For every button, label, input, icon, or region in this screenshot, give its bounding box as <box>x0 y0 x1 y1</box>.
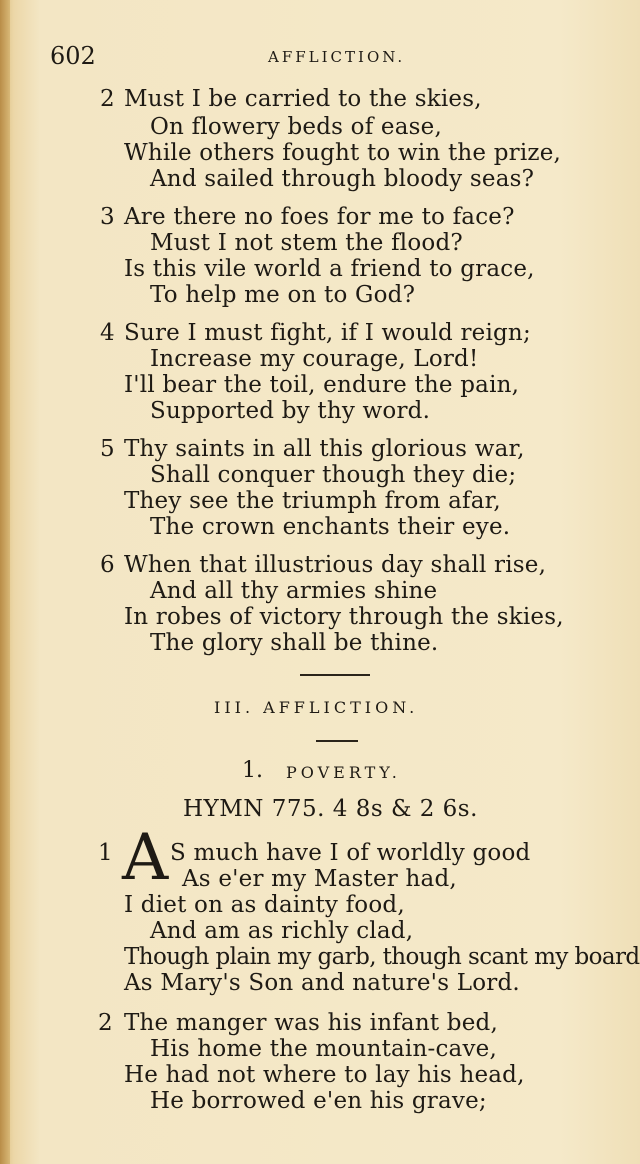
stanza-number: 1 <box>98 840 113 866</box>
stanza-number: 6 <box>100 552 115 578</box>
verse-line: Thy saints in all this glorious war, <box>124 436 525 462</box>
subsection-number: 1. <box>242 758 263 783</box>
verse-line: Increase my courage, Lord! <box>150 346 479 372</box>
verse-line: On flowery beds of ease, <box>150 114 442 140</box>
verse-line: In robes of victory through the skies, <box>124 604 564 630</box>
verse-line: Are there no foes for me to face? <box>124 204 515 230</box>
verse-line: I diet on as dainty food, <box>124 892 405 918</box>
stanza-number: 3 <box>100 204 115 230</box>
verse-line: As e'er my Master had, <box>182 866 457 892</box>
verse-line: Sure I must fight, if I would reign; <box>124 320 531 346</box>
verse-line: His home the mountain-cave, <box>150 1036 497 1062</box>
drop-cap: A <box>122 821 169 895</box>
stanza-number: 5 <box>100 436 115 462</box>
page-number: 602 <box>50 42 96 70</box>
hymn-heading: HYMN 775. 4 8s & 2 6s. <box>183 796 478 822</box>
verse-line: The crown enchants their eye. <box>150 514 511 540</box>
subsection-title: POVERTY. <box>286 763 401 782</box>
verse-line: Must I not stem the flood? <box>150 230 463 256</box>
verse-line: He had not where to lay his head, <box>124 1062 525 1088</box>
page-edge <box>0 0 10 1164</box>
verse-line: To help me on to God? <box>150 282 416 308</box>
divider-rule <box>300 674 370 676</box>
verse-line: The glory shall be thine. <box>150 630 439 656</box>
verse-line: And am as richly clad, <box>150 918 414 944</box>
verse-line: The manger was his infant bed, <box>124 1010 498 1036</box>
verse-line: And sailed through bloody seas? <box>150 166 535 192</box>
verse-line: Supported by thy word. <box>150 398 431 424</box>
stanza-number: 2 <box>98 1010 113 1036</box>
verse-line: And all thy armies shine <box>150 578 438 604</box>
running-head: AFFLICTION. <box>268 48 406 66</box>
verse-line: S much have I of worldly good <box>170 840 531 866</box>
verse-line: While others fought to win the prize, <box>124 140 562 166</box>
divider-rule <box>316 740 358 742</box>
stanza-number: 2 <box>100 86 115 112</box>
verse-line: Must I be carried to the skies, <box>124 86 482 112</box>
verse-line: Shall conquer though they die; <box>150 462 517 488</box>
verse-line: When that illustrious day shall rise, <box>124 552 547 578</box>
verse-line: He borrowed e'en his grave; <box>150 1088 487 1114</box>
page-header <box>0 42 640 74</box>
section-title: III. AFFLICTION. <box>214 698 419 717</box>
verse-line: Is this vile world a friend to grace, <box>124 256 535 282</box>
verse-line: Though plain my garb, though scant my board <box>124 944 640 970</box>
stanza-number: 4 <box>100 320 115 346</box>
verse-line: They see the triumph from afar, <box>124 488 501 514</box>
verse-line: As Mary's Son and nature's Lord. <box>124 970 520 996</box>
verse-line: I'll bear the toil, endure the pain, <box>124 372 520 398</box>
